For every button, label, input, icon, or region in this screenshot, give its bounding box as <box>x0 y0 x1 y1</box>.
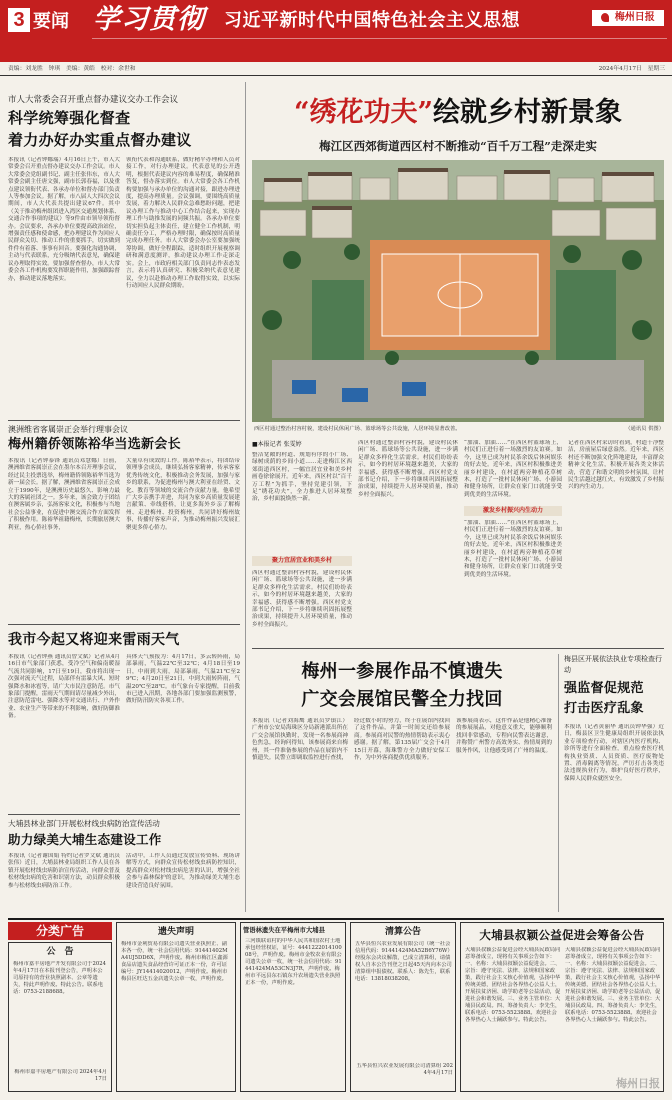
expo-body-col2: 经过数小时的努力，终于在展馆内找回了这件作品，并第一时间交还给参展商。参展商对民警的热情帮助表示衷心感谢。据了解，第135届广交会于4月15日开幕，海珠警方全力做好安保工作，为中外客商提供优质服务。 <box>354 718 450 762</box>
election-body-col2: 大量卓有成效的工作。陈裕华表示，将团结带领理事会成员，继续弘扬客家精神，传承客家优秀传统文化，积极推动会务发展，加强与家乡的联系，为促进梅州与澳大利亚在经贸、文化、教育等领域的交流合作贡献力量。他希望广大乡亲携手并进，共同为家乡高质量发展建言献策、牵线搭桥，让更多海外乡亲了解梅州、走进梅州、投资梅州，共同讲好梅州故事，传播好客家声音，为推动梅州振兴发展汇聚更多侨心侨力。 <box>126 458 240 531</box>
expo-title-line1: 梅州一参展作品不慎遗失 <box>301 661 503 682</box>
greening-title: 助力绿美大埔生态建设工作 <box>8 832 162 847</box>
ads-top-rule <box>8 918 664 920</box>
bank-body: 三河镇联谊村的中华人民共和国农村土地承包经营权证，证号：444122201410008号，声明作废。梅州市金牧农业有限公司遗失公章一枚，统一社会信用代码：91441424MA53CN3J7R，声明作废。梅州市平远县东石镇东升农场遗失营业执照正本一份，声明作废。 <box>245 938 342 986</box>
charity-title: 大埔县叔颖公益促进会筹备公告 <box>479 928 645 942</box>
npc-body-col2: 领衔代表和沟通联系，做好精平办理和人员对接工作，对行办理建议。代表意见的公开透明，根据代表建议内容的难易程度，确保精准答复，督办落实到位。市人大常委会各工作机构要加强与承办单位的沟通对接，跟进办理进度，提高办理质量。会议强调，要围绕高质量发展，着力解决人民群众急难愁盼问题，把建议办理工作与推动中心工作结合起来，实现办理工作与助推发展的同频共振。各承办单位要切实担负起主体责任，建立健全工作机制，明确责任分工，严格办理时限，确保按时高质量完成办理任务。市人大常委会办公室要加强统筹协调，做好全程跟踪，适时组织开展视察调研和满意度测评，推动建议办理工作走深走实。会上，市政府相关部门负责同志作表态发言，表示将认真研究、积极采纳代表意见建议，全力以赴推动办理工作取得实效，以实际行动回应人民群众期盼。 <box>126 157 240 289</box>
liquidation-body: 五华县恒兴农业发展有限公司（统一社会信用代码：91441424MA52B6Y76W）经股东会决议解散，已成立清算组，请债权人自本公告刊登之日起45天内向本公司清算组申报债权。联系人：陈先生，联系电话：13818038208。 <box>355 941 453 982</box>
issue-date: 2024年4月17日 星期三 <box>598 66 665 72</box>
charity-body-col2: 大埔县叔颖公益促进会经大埔县民政局同意筹备成立，现将有关事项公告如下：一、名称：大埔县叔颖公益促进会。二、宗旨：遵守宪法、法律、法规和国家政策，践行社会主义核心价值观，弘扬中华传统美德，团结社会各界热心公益人士，开展扶贫济困、助学助老等公益活动，促进社会和谐发展。三、业务主管单位：大埔县民政局。四、筹备负责人：李先生，联系电话：0753-5523888。欢迎社会各界热心人士踊跃参与。特此公告。 <box>565 947 661 1023</box>
clinic-title-line2: 打击医疗乱象 <box>564 701 644 716</box>
loss-notice-box <box>116 922 236 1092</box>
feature-photo <box>252 160 664 422</box>
masthead-deco <box>92 38 667 39</box>
liquidation-box <box>350 922 456 1092</box>
column-rule <box>558 654 559 912</box>
greening-kicker: 大埔县林业部门开展松材线虫病防治宣传活动 <box>8 819 160 828</box>
notice-box <box>8 942 112 1092</box>
editors-line: 责编：刘龙胜 钟琪 美编：黄皓 校对：余世和 <box>8 66 136 72</box>
loss-body: 梅州市金利贸易有限公司遗失营业执照正、副本各一份，统一社会信用代码：91441402MA4UJ5DD6X，声明作废。梅州市梅江区鑫源食品店遗失食品经营许可证正本一份，许可证编号：JY14414020012，声明作废。梅州市梅县区旺达五金店遗失公章一枚，声明作废。 <box>121 941 228 982</box>
section-label: 要闻 <box>33 11 69 31</box>
newspaper-logo <box>592 10 664 26</box>
weather-title: 我市今起又将迎来雷雨天气 <box>8 632 180 648</box>
masthead <box>0 0 672 62</box>
newspaper-name: 梅州日报 <box>614 12 655 23</box>
greening-body-col2: 活动中，工作人员通过发放宣传资料、现场讲解等方式，向群众宣传松材线虫病防控知识，提高群众对松材线虫病危害的认识，增强全社会参与森林保护的意识，为推动绿美大埔生态建设营造良好氛围。 <box>126 853 240 889</box>
photo-credit: （通讯员 供图） <box>625 426 664 432</box>
feature-body-col1b: 西区村通过整治村容村貌，建设村民休闲广场、篮球场等公共设施，进一步满足群众多样化生活需求。村民们纷纷表示，如今的村居环境越来越美，大家的幸福感、获得感不断增强。西区村党支部书记介绍，下一步将继续巩固拓展整治成果，持续提升人居环境质量，推动乡村全面振兴。 <box>252 570 352 628</box>
npc-kicker: 市人大常委会召开重点督办建议交办工作会议 <box>8 95 179 105</box>
feature-body-col4: 记者在西区村采访时看到，村道干净整洁，房前屋后绿意盎然。近年来，西区村还不断加强文化阵地建设，丰富群众精神文化生活，积极开展各类文体活动，营造了和谐文明的乡村氛围，让村民生活越过越红火，有效激发了乡村振兴的内生动力。 <box>568 440 664 491</box>
divider <box>8 814 240 815</box>
feature-subtitle: 梅江区西郊街道西区村不断推动“百千万工程”走深走实 <box>319 139 597 153</box>
watermark: 梅州日报 <box>616 1077 660 1090</box>
election-kicker: 澳洲维省客属崇正会举行理事会议 <box>8 425 128 434</box>
series-logo: 学习贯彻 <box>93 4 205 35</box>
loss-title: 遗失声明 <box>157 927 194 937</box>
village-aerial-illustration <box>252 160 664 422</box>
column-rule <box>245 82 246 912</box>
charity-body-col1: 大埔县叔颖公益促进会经大埔县民政局同意筹备成立，现将有关事项公告如下：一、名称：大埔县叔颖公益促进会。二、宗旨：遵守宪法、法律、法规和国家政策，践行社会主义核心价值观，弘扬中华传统美德，团结社会各界热心公益人士，开展扶贫济困、助学助老等公益活动，促进社会和谐发展。三、业务主管单位：大埔县民政局。四、筹备负责人：李先生，联系电话：0753-5523888。欢迎社会各界热心人士踊跃参与。特此公告。 <box>465 947 561 1023</box>
feature-byline: ■本报记者 张雯婷 <box>252 441 302 448</box>
npc-body-col1: 本报讯（记者钟娜瑞）4月16日上午，市人大常委会召开重点督办建议交办工作会议。市人大常委会党组副书记、副主任张伟东，市人大常委会副主任唐文强，副市长郭春福，以及重点建议领衔代表、各承办单位和督办部门负责人等参加会议。据了解，市八届人大四次会议期间，市人大代表共提出建议67件。其中（关于推动梅州组团进入湾区交通规划体系、交通合作事项的建议）等9件由市领导领衔督办。会议要求，各承办单位要提高政治站位，增强责任感和使命感，把办理建议作为回应人民群众关切、推动工作的重要抓手，切实做到件件有着落、事事有回音。要强化沟通协调，主动与代表联系，充分吸纳代表意见，确保建议办理取得实效。要加强督查督办，市人大常委会各工作机构要发挥职能作用，加强跟踪督办，推动建议落地落实。 <box>8 157 120 282</box>
expo-body-col1: 本报讯（记者刘海鹰 通讯员罗镇江）广州市公安局海珠区分局新港派出所在广交会展馆执勤时，发现一名参展商神色焦急，经询问得知，该参展商来自梅州，其一件准备参展的作品在展馆内不慎遗失。民警立即调取监控进行查找， <box>252 718 348 762</box>
feature-body-col2: 西区村通过整治村容村貌，建设村民休闲广场、篮球场等公共设施，进一步满足群众多样化生活需求。村民们纷纷表示，如今的村居环境越来越美，大家的幸福感、获得感不断增强。西区村党支部书记介绍，下一步将继续巩固拓展整治成果，持续提升人居环境质量，推动乡村全面振兴。 <box>358 440 458 498</box>
feature-title-rest: 绘就乡村新景象 <box>433 97 623 128</box>
ads-header: 分类广告 <box>8 922 112 940</box>
feature-subhead-2: 激发乡村振兴内生动力 <box>464 506 562 516</box>
election-title: 梅州籍侨领陈裕华当选新会长 <box>8 437 181 452</box>
bank-title: 管语林遗失在平梅州市大埔县 <box>243 927 325 934</box>
bank-notice-box <box>240 922 346 1092</box>
election-body-col1: 本报讯（记者钟泰锋 通讯员邓慧娜）日前，澳洲维省客属崇正会在墨尔本召开理事会议，经过民主投票选举，梅州籍侨领陈裕华当选为新一届会长。据了解，澳洲维省客属崇正会成立于1990年，是澳洲历史最悠久、影响力最大的客属社团之一。多年来，该会致力于团结在澳客属乡亲，弘扬客家文化，积极参与当地社会公益事业，在促进中澳交流合作方面发挥了积极作用。陈裕华祖籍梅州，长期旅居澳大利亚，热心侨社事务， <box>8 458 120 531</box>
npc-title-line2: 着力办好办实重点督办建议 <box>8 131 192 149</box>
liquidation-title: 清算公告 <box>384 927 421 937</box>
photo-caption: 西区村通过整治村容村貌，建设村民休闲广场、篮球场等公共设施，人居环境显著改善。 <box>254 426 461 432</box>
notice-body: 梅州市嘉丰房地产开发有限公司于2024年4月17日在本报刊登公告，声明本公司原持有的营业执照副本、公章等遗失，特此声明作废。特此公告。联系电话：0753-2188688。 <box>13 961 106 995</box>
notice-footer: 梅州市嘉丰房地产有限公司 2024年4月17日 <box>14 1069 107 1082</box>
divider <box>8 420 240 421</box>
weather-body-col2: 具体天气预报为：4月17日，多云转阵雨，局部暴雨，气温22℃至32℃；4月18日至19日，中雨到大雨，局部暴雨，气温21℃至29℃；4月20日至21日，中到大雨转阵雨，气温20℃至28℃。市气象台专家提醒，目前我市已进入汛期，各地各部门要加强监测预警，做好防汛防灾各项工作。 <box>126 654 240 705</box>
charity-box <box>460 922 664 1092</box>
feature-title-quoted: “绣花功夫” <box>293 97 434 128</box>
liquidation-footer: 五华县恒兴农业发展有限公司清算组 2024年4月17日 <box>356 1063 453 1076</box>
feature-subhead-1: 聚力宜居宜业和美乡村 <box>252 556 352 566</box>
notice-title: 公 告 <box>46 947 74 957</box>
editor-bar <box>0 62 672 76</box>
feature-body-col3b: “加油、加油……”在西区村篮球场上，村民们正进行着一场激烈的友谊赛。如今，这里已成为村民茶余饭后休闲娱乐的好去处。近年来，西区村积极推进美丽乡村建设，在村道两旁种植花草树木，打造了一批村民休闲广场、小游园和健身场所，让群众在家门口就能享受到优美的生活环境。 <box>464 520 562 578</box>
logo-flame-icon <box>601 13 609 22</box>
clinic-body: 本报讯（记者黄丽华 通讯员钟华强）近日，梅县区卫生健康局组织开展依法执业专项检查行动，对辖区内医疗机构、诊所等进行全面检查，重点检查医疗机构执业资质、人员资质、医疗废物处置、消毒隔离等情况，严厉打击各类违法违规执业行为，维护良好医疗秩序，保障人民群众就医安全。 <box>564 724 664 782</box>
expo-body-col3: 该参展商表示，这件作品是他精心准备的参展展品，对他意义重大，能够顺利找回非常感动，专程向民警表达谢意，并称赞广州警方高效务实、热情周到的服务作风，让他感受到了广州的温度。 <box>456 718 552 754</box>
series-title: 习近平新时代中国特色社会主义思想 <box>224 10 520 31</box>
divider <box>252 648 664 649</box>
feature-body-col1: 整洁宽敞的村道、规划有序的小广场、绿树成荫的乡间小道……走进梅江区西郊街道西区村，一幅宜居宜业和美乡村画卷徐徐展开。近年来，西区村以“百千万工程”为抓手，坚持党建引领，下足“绣花功夫”，全力推进人居环境整治，乡村面貌焕然一新。 <box>252 452 352 503</box>
expo-title-line2: 广交会展馆民警全力找回 <box>301 689 503 710</box>
weather-body-col1: 本报讯（记者钟燕 通讯员曾文斌）记者从4月16日市气象部门获悉，受冷空气和偏南暖湿气流共同影响，17日至19日，我市将出现一次强对流天气过程，局部伴有雷暴大风、短时强降水和冰雹等，请广大市民注意防范。市气象部门提醒，雷雨天气期间请尽量减少外出，注意防范雷电、强降水等对交通出行、户外作业、农业生产等带来的不利影响，做好防御准备。 <box>8 654 120 720</box>
divider <box>8 624 240 625</box>
greening-body-col1: 本报讯（记者谢国娟 特约记者罗文斌 通讯员张伟）近日，大埔县林业局组织工作人员在各镇开展松材线虫病防治宣传活动，向群众普及松材线虫病的危害和识别方法，动员群众积极参与松材线虫病防治工作。 <box>8 853 120 889</box>
page-number: 3 <box>8 8 30 32</box>
clinic-kicker: 梅县区开展依法执业专项检查行动 <box>564 655 662 674</box>
feature-body-col3: “加油、加油……”在西区村篮球场上，村民们正进行着一场激烈的友谊赛。如今，这里已成为村民茶余饭后休闲娱乐的好去处。近年来，西区村积极推进美丽乡村建设，在村道两旁种植花草树木，打造了一批村民休闲广场、小游园和健身场所，让群众在家门口就能享受到优美的生活环境。 <box>464 440 562 498</box>
feature-title <box>252 94 664 132</box>
clinic-title-line1: 强监督促规范 <box>564 681 644 696</box>
npc-title-line1: 科学统筹强化督查 <box>8 109 131 127</box>
